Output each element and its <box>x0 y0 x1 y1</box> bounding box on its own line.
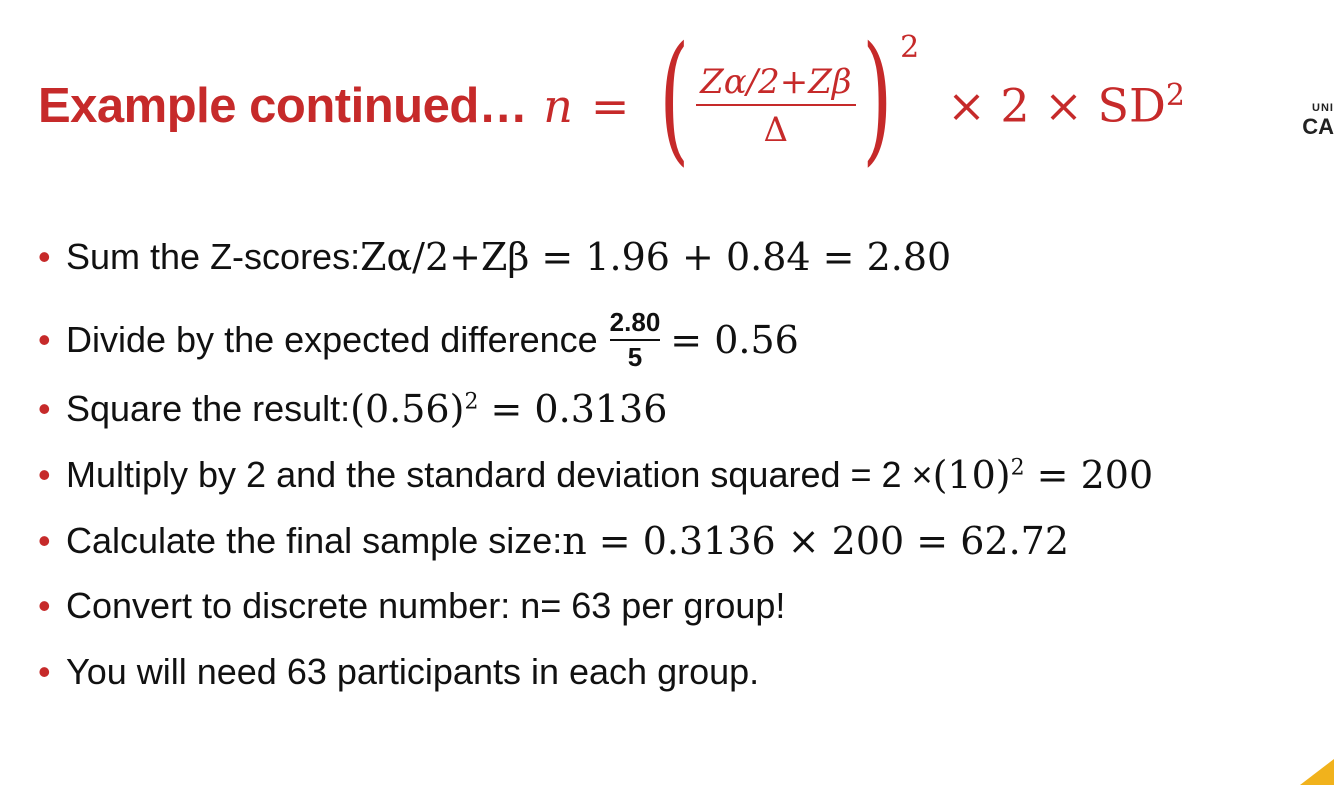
logo-line2: CA <box>1302 114 1334 139</box>
bullet-text: Sum the Z-scores: <box>66 236 361 277</box>
formula-numerator: Zα/2+Zβ <box>700 61 852 102</box>
math-rest: = 0.3136 <box>478 387 668 431</box>
math-exponent: 2 <box>1010 455 1025 481</box>
math-base: (10) <box>932 453 1011 497</box>
fraction-bar <box>610 339 661 341</box>
formula-lhs: n <box>543 78 573 133</box>
bullet-dot: • <box>38 454 51 495</box>
bullet-dot: • <box>38 236 51 277</box>
bullet-dot: • <box>38 319 51 360</box>
bullet-text: Convert to discrete number: n= 63 per group! <box>66 585 786 626</box>
title-text: Example continued… <box>38 78 528 133</box>
math-rest: = 200 <box>1024 453 1154 497</box>
bullet-item <box>38 235 951 279</box>
bullet-dot: • <box>38 651 51 692</box>
bullet-fraction <box>610 307 661 373</box>
bullet-item <box>38 307 799 373</box>
bullet-math: Zα/2+Zβ = 1.96 + 0.84 = 2.80 <box>360 235 952 279</box>
math-exponent: 2 <box>464 389 479 415</box>
bullet-text: Calculate the final sample size: <box>66 520 563 561</box>
bullet-text: Square the result: <box>66 388 351 429</box>
title-formula <box>543 16 1185 180</box>
formula-exponent: 2 <box>900 30 920 65</box>
formula-tail-exponent: 2 <box>1165 78 1185 114</box>
bullet-math <box>350 387 667 431</box>
bullet-math: n = 0.3136 × 200 = 62.72 <box>562 519 1069 563</box>
formula-tail-text: × 2 × SD <box>947 78 1166 133</box>
fraction-numerator: 2.80 <box>609 307 661 337</box>
corner-decoration <box>1300 759 1334 785</box>
right-paren: ) <box>861 16 892 180</box>
bullet-item <box>38 519 1069 563</box>
slide-title <box>38 18 1185 193</box>
bullet-item <box>38 453 1153 497</box>
left-paren: ( <box>659 16 690 180</box>
fraction-denominator: 5 <box>627 342 643 372</box>
bullet-dot: • <box>38 388 51 429</box>
bullet-text: Divide by the expected difference <box>66 319 598 360</box>
logo-line1: UNI <box>1312 102 1334 114</box>
bullet-item <box>38 387 667 431</box>
bullet-math <box>933 453 1154 497</box>
bullet-text: You will need 63 participants in each group. <box>66 651 760 692</box>
formula-denominator: Δ <box>763 109 789 150</box>
bullet-item <box>38 651 759 693</box>
fraction-bar <box>696 104 855 106</box>
bullet-math: = 0.56 <box>670 318 799 362</box>
bullet-dot: • <box>38 520 51 561</box>
bullet-text: Multiply by 2 and the standard deviation squared = 2 × <box>66 454 933 495</box>
university-logo <box>1302 103 1334 138</box>
bullet-item <box>38 585 785 627</box>
formula-tail <box>947 78 1185 132</box>
formula-fraction <box>696 62 855 150</box>
bullet-dot: • <box>38 585 51 626</box>
formula-equals: = <box>590 78 630 133</box>
math-base: (0.56) <box>350 387 465 431</box>
